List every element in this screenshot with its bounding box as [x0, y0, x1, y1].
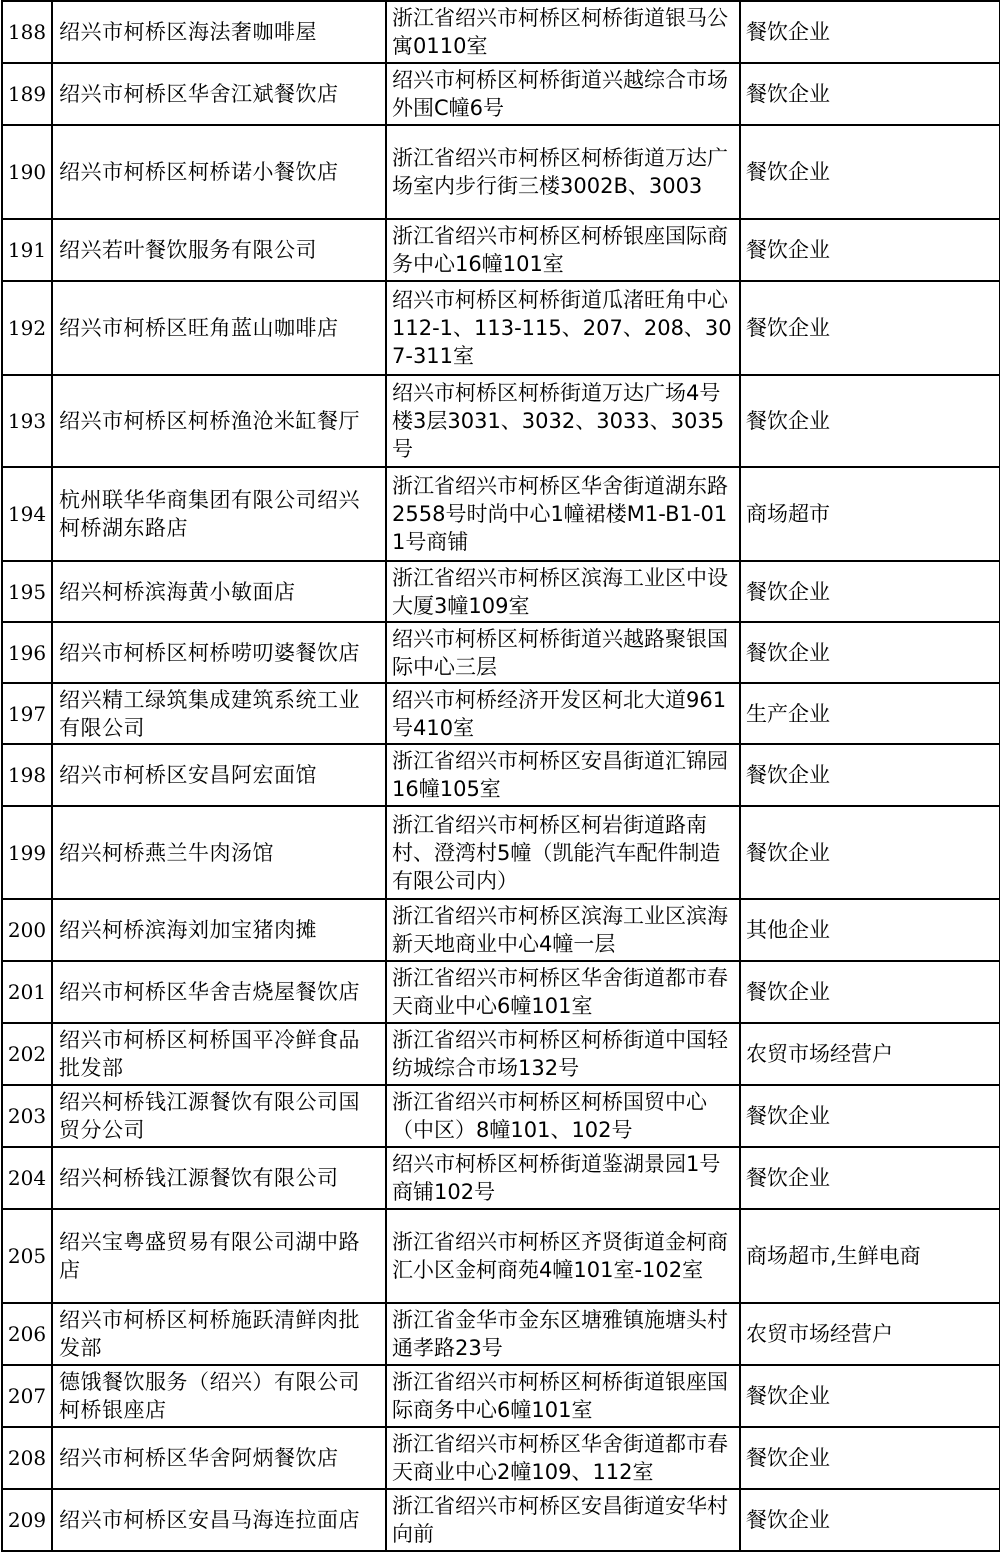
business-type-cell: 餐饮企业	[740, 1147, 1000, 1209]
company-name-cell: 绍兴柯桥滨海刘加宝猪肉摊	[52, 899, 386, 961]
row-number-cell: 192	[2, 281, 52, 375]
table-row	[2, 744, 1000, 806]
address-cell: 浙江省绍兴市柯桥区柯岩街道路南村、澄湾村5幢（凯能汽车配件制造有限公司内）	[386, 806, 740, 899]
company-name-cell: 绍兴市柯桥区柯桥唠叨婆餐饮店	[52, 622, 386, 683]
enterprise-table	[1, 0, 1000, 1552]
company-name-cell: 绍兴市柯桥区柯桥国平冷鲜食品批发部	[52, 1023, 386, 1085]
table-row	[2, 63, 1000, 125]
business-type-cell: 餐饮企业	[740, 961, 1000, 1023]
row-number-cell: 194	[2, 467, 52, 561]
business-type-cell: 其他企业	[740, 899, 1000, 961]
address-cell: 绍兴市柯桥区柯桥街道鉴湖景园1号商铺102号	[386, 1147, 740, 1209]
business-type-cell: 生产企业	[740, 683, 1000, 744]
table-row	[2, 1489, 1000, 1551]
address-cell: 浙江省绍兴市柯桥区华舍街道湖东路2558号时尚中心1幢裙楼M1-B1-011号商铺	[386, 467, 740, 561]
business-type-cell: 商场超市,生鲜电商	[740, 1209, 1000, 1303]
business-type-cell: 餐饮企业	[740, 63, 1000, 125]
table-row	[2, 1023, 1000, 1085]
address-cell: 绍兴市柯桥区柯桥街道瓜渚旺角中心112-1、113-115、207、208、307-311室	[386, 281, 740, 375]
address-cell: 浙江省绍兴市柯桥区齐贤街道金柯商汇小区金柯商苑4幢101室-102室	[386, 1209, 740, 1303]
company-name-cell: 德饿餐饮服务（绍兴）有限公司柯桥银座店	[52, 1365, 386, 1427]
row-number-cell: 188	[2, 1, 52, 63]
row-number-cell: 208	[2, 1427, 52, 1489]
table-row	[2, 806, 1000, 899]
address-cell: 浙江省绍兴市柯桥区柯桥银座国际商务中心16幢101室	[386, 219, 740, 281]
address-cell: 浙江省绍兴市柯桥区华舍街道都市春天商业中心6幢101室	[386, 961, 740, 1023]
table-row	[2, 1085, 1000, 1147]
address-cell: 浙江省绍兴市柯桥区柯桥街道万达广场室内步行街三楼3002B、3003	[386, 125, 740, 219]
row-number-cell: 196	[2, 622, 52, 683]
company-name-cell: 绍兴柯桥钱江源餐饮有限公司国贸分公司	[52, 1085, 386, 1147]
company-name-cell: 绍兴市柯桥区华舍吉烧屋餐饮店	[52, 961, 386, 1023]
address-cell: 浙江省金华市金东区塘雅镇施塘头村通孝路23号	[386, 1303, 740, 1365]
table-row	[2, 1427, 1000, 1489]
business-type-cell: 餐饮企业	[740, 806, 1000, 899]
table-row	[2, 375, 1000, 467]
business-type-cell: 餐饮企业	[740, 1085, 1000, 1147]
company-name-cell: 绍兴市柯桥区安昌马海连拉面店	[52, 1489, 386, 1551]
address-cell: 绍兴市柯桥区柯桥街道万达广场4号楼3层3031、3032、3033、3035号	[386, 375, 740, 467]
table-row	[2, 219, 1000, 281]
table-row	[2, 683, 1000, 744]
company-name-cell: 绍兴精工绿筑集成建筑系统工业有限公司	[52, 683, 386, 744]
row-number-cell: 207	[2, 1365, 52, 1427]
row-number-cell: 205	[2, 1209, 52, 1303]
business-type-cell: 餐饮企业	[740, 281, 1000, 375]
company-name-cell: 绍兴市柯桥区柯桥诺小餐饮店	[52, 125, 386, 219]
row-number-cell: 203	[2, 1085, 52, 1147]
business-type-cell: 商场超市	[740, 467, 1000, 561]
company-name-cell: 绍兴柯桥滨海黄小敏面店	[52, 561, 386, 622]
row-number-cell: 191	[2, 219, 52, 281]
table-row	[2, 961, 1000, 1023]
company-name-cell: 绍兴柯桥钱江源餐饮有限公司	[52, 1147, 386, 1209]
address-cell: 浙江省绍兴市柯桥区柯桥国贸中心（中区）8幢101、102号	[386, 1085, 740, 1147]
table-row	[2, 1147, 1000, 1209]
company-name-cell: 杭州联华华商集团有限公司绍兴柯桥湖东路店	[52, 467, 386, 561]
address-cell: 绍兴市柯桥区柯桥街道兴越综合市场外围C幢6号	[386, 63, 740, 125]
row-number-cell: 199	[2, 806, 52, 899]
address-cell: 浙江省绍兴市柯桥区安昌街道安华村向前	[386, 1489, 740, 1551]
row-number-cell: 190	[2, 125, 52, 219]
company-name-cell: 绍兴宝粤盛贸易有限公司湖中路店	[52, 1209, 386, 1303]
company-name-cell: 绍兴市柯桥区旺角蓝山咖啡店	[52, 281, 386, 375]
company-name-cell: 绍兴市柯桥区海法奢咖啡屋	[52, 1, 386, 63]
business-type-cell: 农贸市场经营户	[740, 1303, 1000, 1365]
business-type-cell: 餐饮企业	[740, 125, 1000, 219]
company-name-cell: 绍兴若叶餐饮服务有限公司	[52, 219, 386, 281]
address-cell: 浙江省绍兴市柯桥区柯桥街道中国轻纺城综合市场132号	[386, 1023, 740, 1085]
row-number-cell: 189	[2, 63, 52, 125]
address-cell: 绍兴市柯桥区柯桥街道兴越路聚银国际中心三层	[386, 622, 740, 683]
table-row	[2, 1209, 1000, 1303]
address-cell: 浙江省绍兴市柯桥区华舍街道都市春天商业中心2幢109、112室	[386, 1427, 740, 1489]
company-name-cell: 绍兴市柯桥区安昌阿宏面馆	[52, 744, 386, 806]
business-type-cell: 农贸市场经营户	[740, 1023, 1000, 1085]
table-row	[2, 561, 1000, 622]
address-cell: 浙江省绍兴市柯桥区柯桥街道银座国际商务中心6幢101室	[386, 1365, 740, 1427]
table-row	[2, 281, 1000, 375]
company-name-cell: 绍兴柯桥燕兰牛肉汤馆	[52, 806, 386, 899]
business-type-cell: 餐饮企业	[740, 1365, 1000, 1427]
company-name-cell: 绍兴市柯桥区华舍江斌餐饮店	[52, 63, 386, 125]
business-type-cell: 餐饮企业	[740, 219, 1000, 281]
table-row	[2, 622, 1000, 683]
table-row	[2, 125, 1000, 219]
enterprise-table-body	[2, 1, 1000, 1551]
row-number-cell: 202	[2, 1023, 52, 1085]
row-number-cell: 204	[2, 1147, 52, 1209]
address-cell: 浙江省绍兴市柯桥区滨海工业区中设大厦3幢109室	[386, 561, 740, 622]
company-name-cell: 绍兴市柯桥区柯桥施跃清鲜肉批发部	[52, 1303, 386, 1365]
business-type-cell: 餐饮企业	[740, 1427, 1000, 1489]
row-number-cell: 200	[2, 899, 52, 961]
table-row	[2, 1, 1000, 63]
row-number-cell: 198	[2, 744, 52, 806]
business-type-cell: 餐饮企业	[740, 622, 1000, 683]
company-name-cell: 绍兴市柯桥区华舍阿炳餐饮店	[52, 1427, 386, 1489]
row-number-cell: 195	[2, 561, 52, 622]
row-number-cell: 201	[2, 961, 52, 1023]
table-row	[2, 467, 1000, 561]
row-number-cell: 209	[2, 1489, 52, 1551]
business-type-cell: 餐饮企业	[740, 744, 1000, 806]
business-type-cell: 餐饮企业	[740, 375, 1000, 467]
business-type-cell: 餐饮企业	[740, 1489, 1000, 1551]
business-type-cell: 餐饮企业	[740, 561, 1000, 622]
address-cell: 绍兴市柯桥经济开发区柯北大道961号410室	[386, 683, 740, 744]
row-number-cell: 206	[2, 1303, 52, 1365]
row-number-cell: 197	[2, 683, 52, 744]
table-row	[2, 899, 1000, 961]
address-cell: 浙江省绍兴市柯桥区滨海工业区滨海新天地商业中心4幢一层	[386, 899, 740, 961]
table-row	[2, 1365, 1000, 1427]
business-type-cell: 餐饮企业	[740, 1, 1000, 63]
row-number-cell: 193	[2, 375, 52, 467]
table-row	[2, 1303, 1000, 1365]
address-cell: 浙江省绍兴市柯桥区安昌街道汇锦园16幢105室	[386, 744, 740, 806]
address-cell: 浙江省绍兴市柯桥区柯桥街道银马公寓0110室	[386, 1, 740, 63]
company-name-cell: 绍兴市柯桥区柯桥渔沧米缸餐厅	[52, 375, 386, 467]
